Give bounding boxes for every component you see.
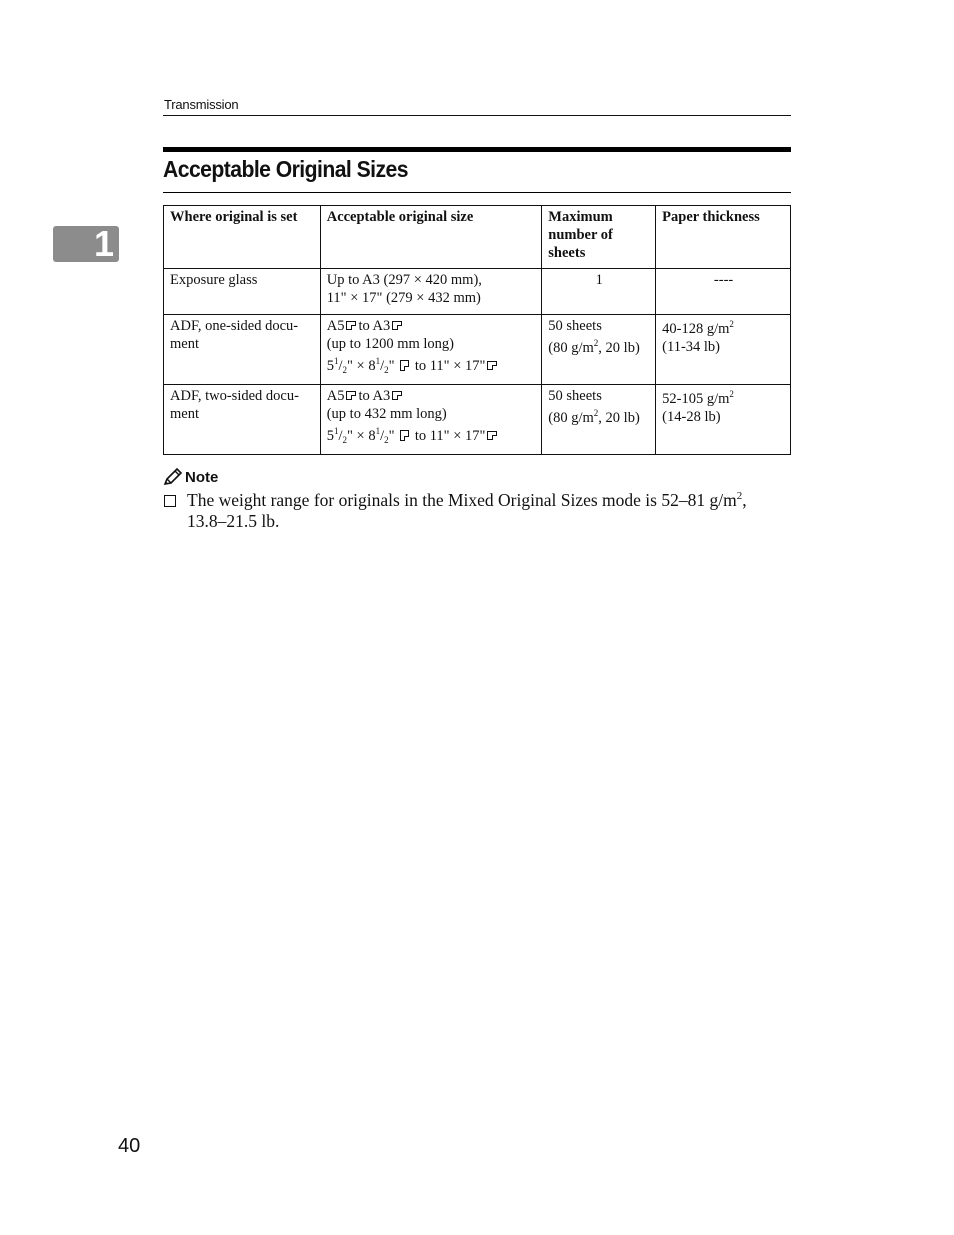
header-size: Acceptable original size bbox=[320, 206, 542, 269]
cell-where bbox=[164, 385, 321, 455]
squared-sup: 2 bbox=[729, 389, 734, 399]
landscape-paper-icon bbox=[392, 391, 402, 400]
landscape-paper-icon bbox=[487, 361, 497, 370]
running-header: Transmission bbox=[164, 97, 239, 112]
header-where: Where original is set bbox=[164, 206, 321, 269]
size-line bbox=[327, 317, 537, 335]
landscape-paper-icon bbox=[346, 321, 356, 330]
landscape-paper-icon bbox=[487, 431, 497, 440]
note-text-comma: , bbox=[742, 490, 747, 510]
header-rule bbox=[163, 115, 791, 116]
cell-thickness bbox=[656, 315, 791, 385]
frac-den: 2 bbox=[342, 435, 347, 445]
sheets-weight: (80 g/m bbox=[548, 410, 594, 426]
note-heading bbox=[163, 468, 218, 486]
portrait-paper-icon bbox=[400, 430, 409, 441]
header-sheets-line: Maximum bbox=[548, 209, 613, 225]
frac-den: 2 bbox=[384, 365, 389, 375]
note-label: Note bbox=[185, 468, 219, 486]
header-sheets-line: sheets bbox=[548, 245, 586, 261]
note-text-lb: 13.8–21.5 lb. bbox=[187, 511, 280, 531]
sheets-lb: , 20 lb) bbox=[598, 340, 640, 356]
cell-thickness bbox=[656, 385, 791, 455]
cell-sheets: 1 bbox=[542, 269, 656, 315]
checkbox-icon bbox=[164, 495, 176, 507]
squared-sup: 2 bbox=[736, 490, 743, 502]
table-header-row bbox=[164, 206, 791, 269]
note-item bbox=[163, 490, 803, 532]
size-line: Up to A3 (297 × 420 mm), bbox=[326, 272, 482, 288]
header-sheets-line: number of bbox=[548, 227, 613, 243]
size-a5: A5 bbox=[326, 318, 345, 334]
sheets-line bbox=[548, 339, 650, 357]
frac-den: 2 bbox=[384, 435, 389, 445]
thickness-line: (11-34 lb) bbox=[662, 339, 721, 355]
size-line: (up to 1200 mm long) bbox=[326, 336, 454, 352]
header-thickness: Paper thickness bbox=[656, 206, 791, 269]
table-row bbox=[164, 385, 791, 455]
cell-sheets bbox=[542, 315, 656, 385]
chapter-number: 1 bbox=[93, 223, 114, 264]
cell-size bbox=[320, 315, 542, 385]
inch-size: 5 bbox=[326, 428, 334, 444]
cell-sheets bbox=[542, 385, 656, 455]
frac-num: 1 bbox=[333, 426, 339, 436]
size-line: (up to 432 mm long) bbox=[326, 406, 447, 422]
inch-size-to: to 11" × 17" bbox=[414, 358, 486, 374]
frac-num: 1 bbox=[333, 356, 339, 366]
page-number: 40 bbox=[118, 1135, 141, 1157]
size-line: 11" × 17" (279 × 432 mm) bbox=[326, 290, 481, 306]
size-line: $5^1/_2$" × $8^1/_2$" to 11" × 17" bbox=[327, 357, 537, 375]
squared-sup: 2 bbox=[593, 338, 599, 348]
where-line: ment bbox=[170, 406, 199, 422]
inch-size: 5 bbox=[326, 358, 334, 374]
chapter-tab bbox=[53, 223, 119, 264]
thickness-line bbox=[662, 390, 785, 408]
size-to-a3: to A3 bbox=[358, 388, 391, 404]
cell-thickness: ---- bbox=[656, 269, 791, 315]
note-text-main: The weight range for originals in the Mixed Original Sizes mode is 52–81 g/m bbox=[187, 490, 737, 510]
inch-size: " × 8 bbox=[347, 358, 376, 374]
sheets-weight: (80 g/m bbox=[548, 340, 594, 356]
landscape-paper-icon bbox=[392, 321, 402, 330]
inch-size-to: to 11" × 17" bbox=[414, 428, 486, 444]
table-row bbox=[164, 315, 791, 385]
table-row bbox=[164, 269, 791, 315]
squared-sup: 2 bbox=[729, 319, 734, 329]
sheets-line bbox=[548, 409, 650, 427]
sizes-table bbox=[163, 205, 791, 455]
frac-num: 1 bbox=[375, 426, 381, 436]
where-line: ment bbox=[170, 336, 199, 352]
note-text bbox=[187, 490, 747, 532]
pencil-icon bbox=[163, 468, 183, 486]
size-to-a3: to A3 bbox=[358, 318, 391, 334]
cell-where bbox=[164, 315, 321, 385]
title-bar bbox=[163, 147, 791, 152]
sheets-line: 50 sheets bbox=[548, 388, 602, 404]
cell-size bbox=[320, 269, 542, 315]
inch-size: " bbox=[388, 428, 395, 444]
frac-den: 2 bbox=[342, 365, 347, 375]
title-rule bbox=[163, 192, 791, 193]
frac-num: 1 bbox=[375, 356, 381, 366]
cell-size bbox=[320, 385, 542, 455]
page-title: Acceptable Original Sizes bbox=[163, 156, 408, 182]
size-a5: A5 bbox=[326, 388, 345, 404]
where-line: ADF, two-sided docu- bbox=[170, 388, 299, 404]
header-sheets bbox=[542, 206, 656, 269]
portrait-paper-icon bbox=[400, 360, 409, 371]
thickness-gsm: 40-128 g/m bbox=[662, 321, 730, 337]
squared-sup: 2 bbox=[593, 408, 599, 418]
where-text: Exposure glass bbox=[170, 272, 258, 288]
inch-size: " bbox=[388, 358, 395, 374]
thickness-line bbox=[662, 320, 785, 338]
where-line: ADF, one-sided docu- bbox=[170, 318, 299, 334]
thickness-line: (14-28 lb) bbox=[662, 409, 721, 425]
size-line bbox=[327, 387, 537, 405]
landscape-paper-icon bbox=[346, 391, 356, 400]
sheets-line: 50 sheets bbox=[548, 318, 602, 334]
sheets-lb: , 20 lb) bbox=[598, 410, 640, 426]
size-line: $5^1/_2$" × $8^1/_2$" to 11" × 17" bbox=[327, 427, 537, 445]
inch-size: " × 8 bbox=[347, 428, 376, 444]
cell-where bbox=[164, 269, 321, 315]
thickness-gsm: 52-105 g/m bbox=[662, 391, 730, 407]
